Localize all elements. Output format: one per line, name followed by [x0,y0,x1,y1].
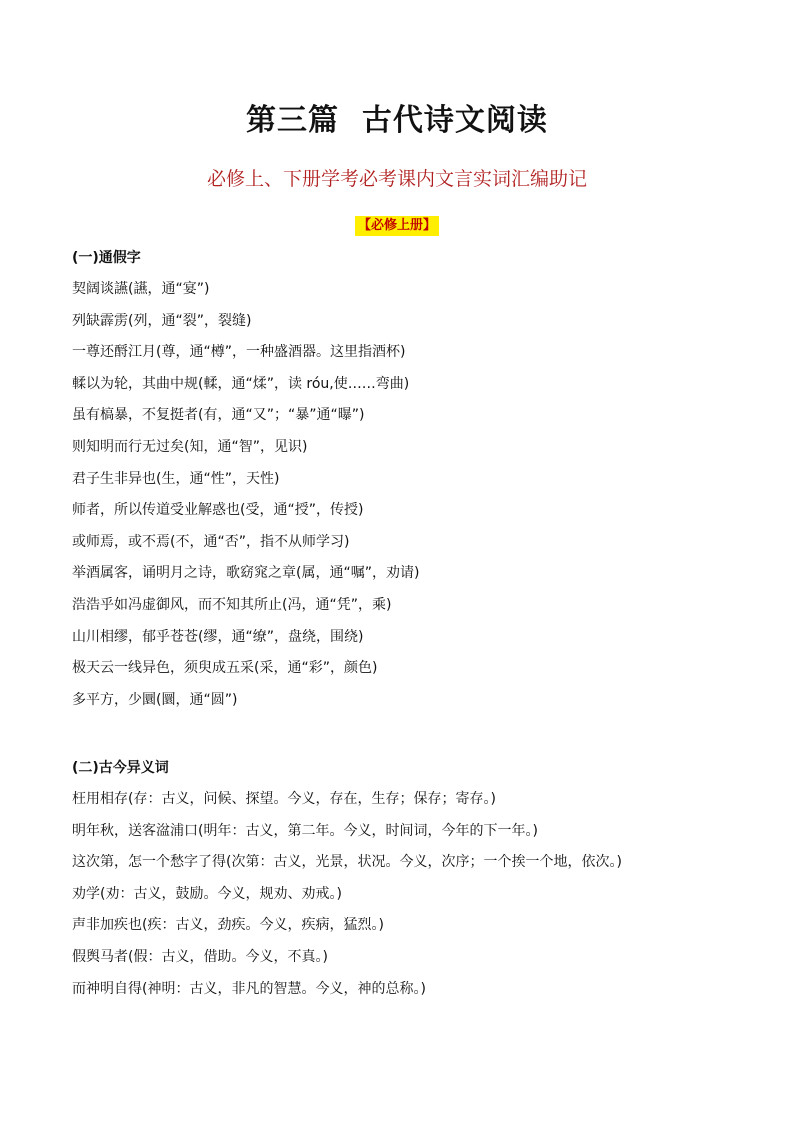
volume-tag: 【必修上册】 [355,216,439,236]
section-tongjiazi [72,242,722,716]
page-title: 第三篇 古代诗文阅读 [246,103,548,138]
list-item: 一尊还酹江月(尊，通“樽”，一种盛酒器。这里指酒杯) [72,344,406,361]
section-heading: (一)通假字 [72,250,141,266]
page-subtitle: 必修上、下册学考必考课内文言实词汇编助记 [206,168,587,190]
list-item: 声非加疾也(疾：古义，劲疾。今义，疾病，猛烈。) [72,917,384,934]
list-item: 虽有槁暴，不复挺者(有，通“又”；“暴”通“曝”) [72,407,365,424]
list-item: 列缺霹雳(列，通“裂”，裂缝) [72,312,252,329]
list-item: 或师焉，或不焉(不，通“否”，指不从师学习) [72,533,350,550]
list-item: 明年秋，送客湓浦口(明年：古义，第二年。今义，时间词，今年的下一年。) [72,822,538,839]
list-item: 劝学(劝：古义，鼓励。今义，规劝、劝戒。) [72,885,342,902]
list-item: 多平方，少圜(圜，通“圆”) [72,691,238,708]
list-item: 山川相缪，郁乎苍苍(缪，通“缭”，盘绕，围绕) [72,628,364,645]
list-item: 契阔谈讌(讌，通“宴”) [72,281,210,297]
list-item: 輮以为轮，其曲中规(輮，通“煣”，读 róu,使……弯曲) [72,375,410,392]
volume-tag-row [0,214,794,236]
list-item: 举酒属客，诵明月之诗，歌窈窕之章(属，通“嘱”，劝请) [72,565,420,582]
list-item: 浩浩乎如冯虚御风，而不知其所止(冯，通“凭”，乘) [72,596,392,613]
list-item: 而神明自得(神明：古义，非凡的智慧。今义，神的总称。) [72,980,426,997]
list-item: 枉用相存(存：古义，问候、探望。今义，存在，生存；保存；寄存。) [72,791,496,807]
section-gujinyiyi [72,752,722,1005]
list-item: 君子生非异也(生，通“性”，天性) [72,470,280,487]
section-heading: (二)古今异义词 [72,760,169,776]
list-item: 这次第，怎一个愁字了得(次第：古义，光景，状况。今义，次序；一个挨一个地，依次。) [72,854,622,871]
list-item: 假舆马者(假：古义，借助。今义，不真。) [72,948,328,965]
list-item: 则知明而行无过矣(知，通“智”，见识) [72,438,308,455]
list-item: 师者，所以传道受业解惑也(受，通“授”，传授) [72,502,364,519]
list-item: 极天云一线异色，须臾成五采(采，通“彩”，颜色) [72,660,378,677]
